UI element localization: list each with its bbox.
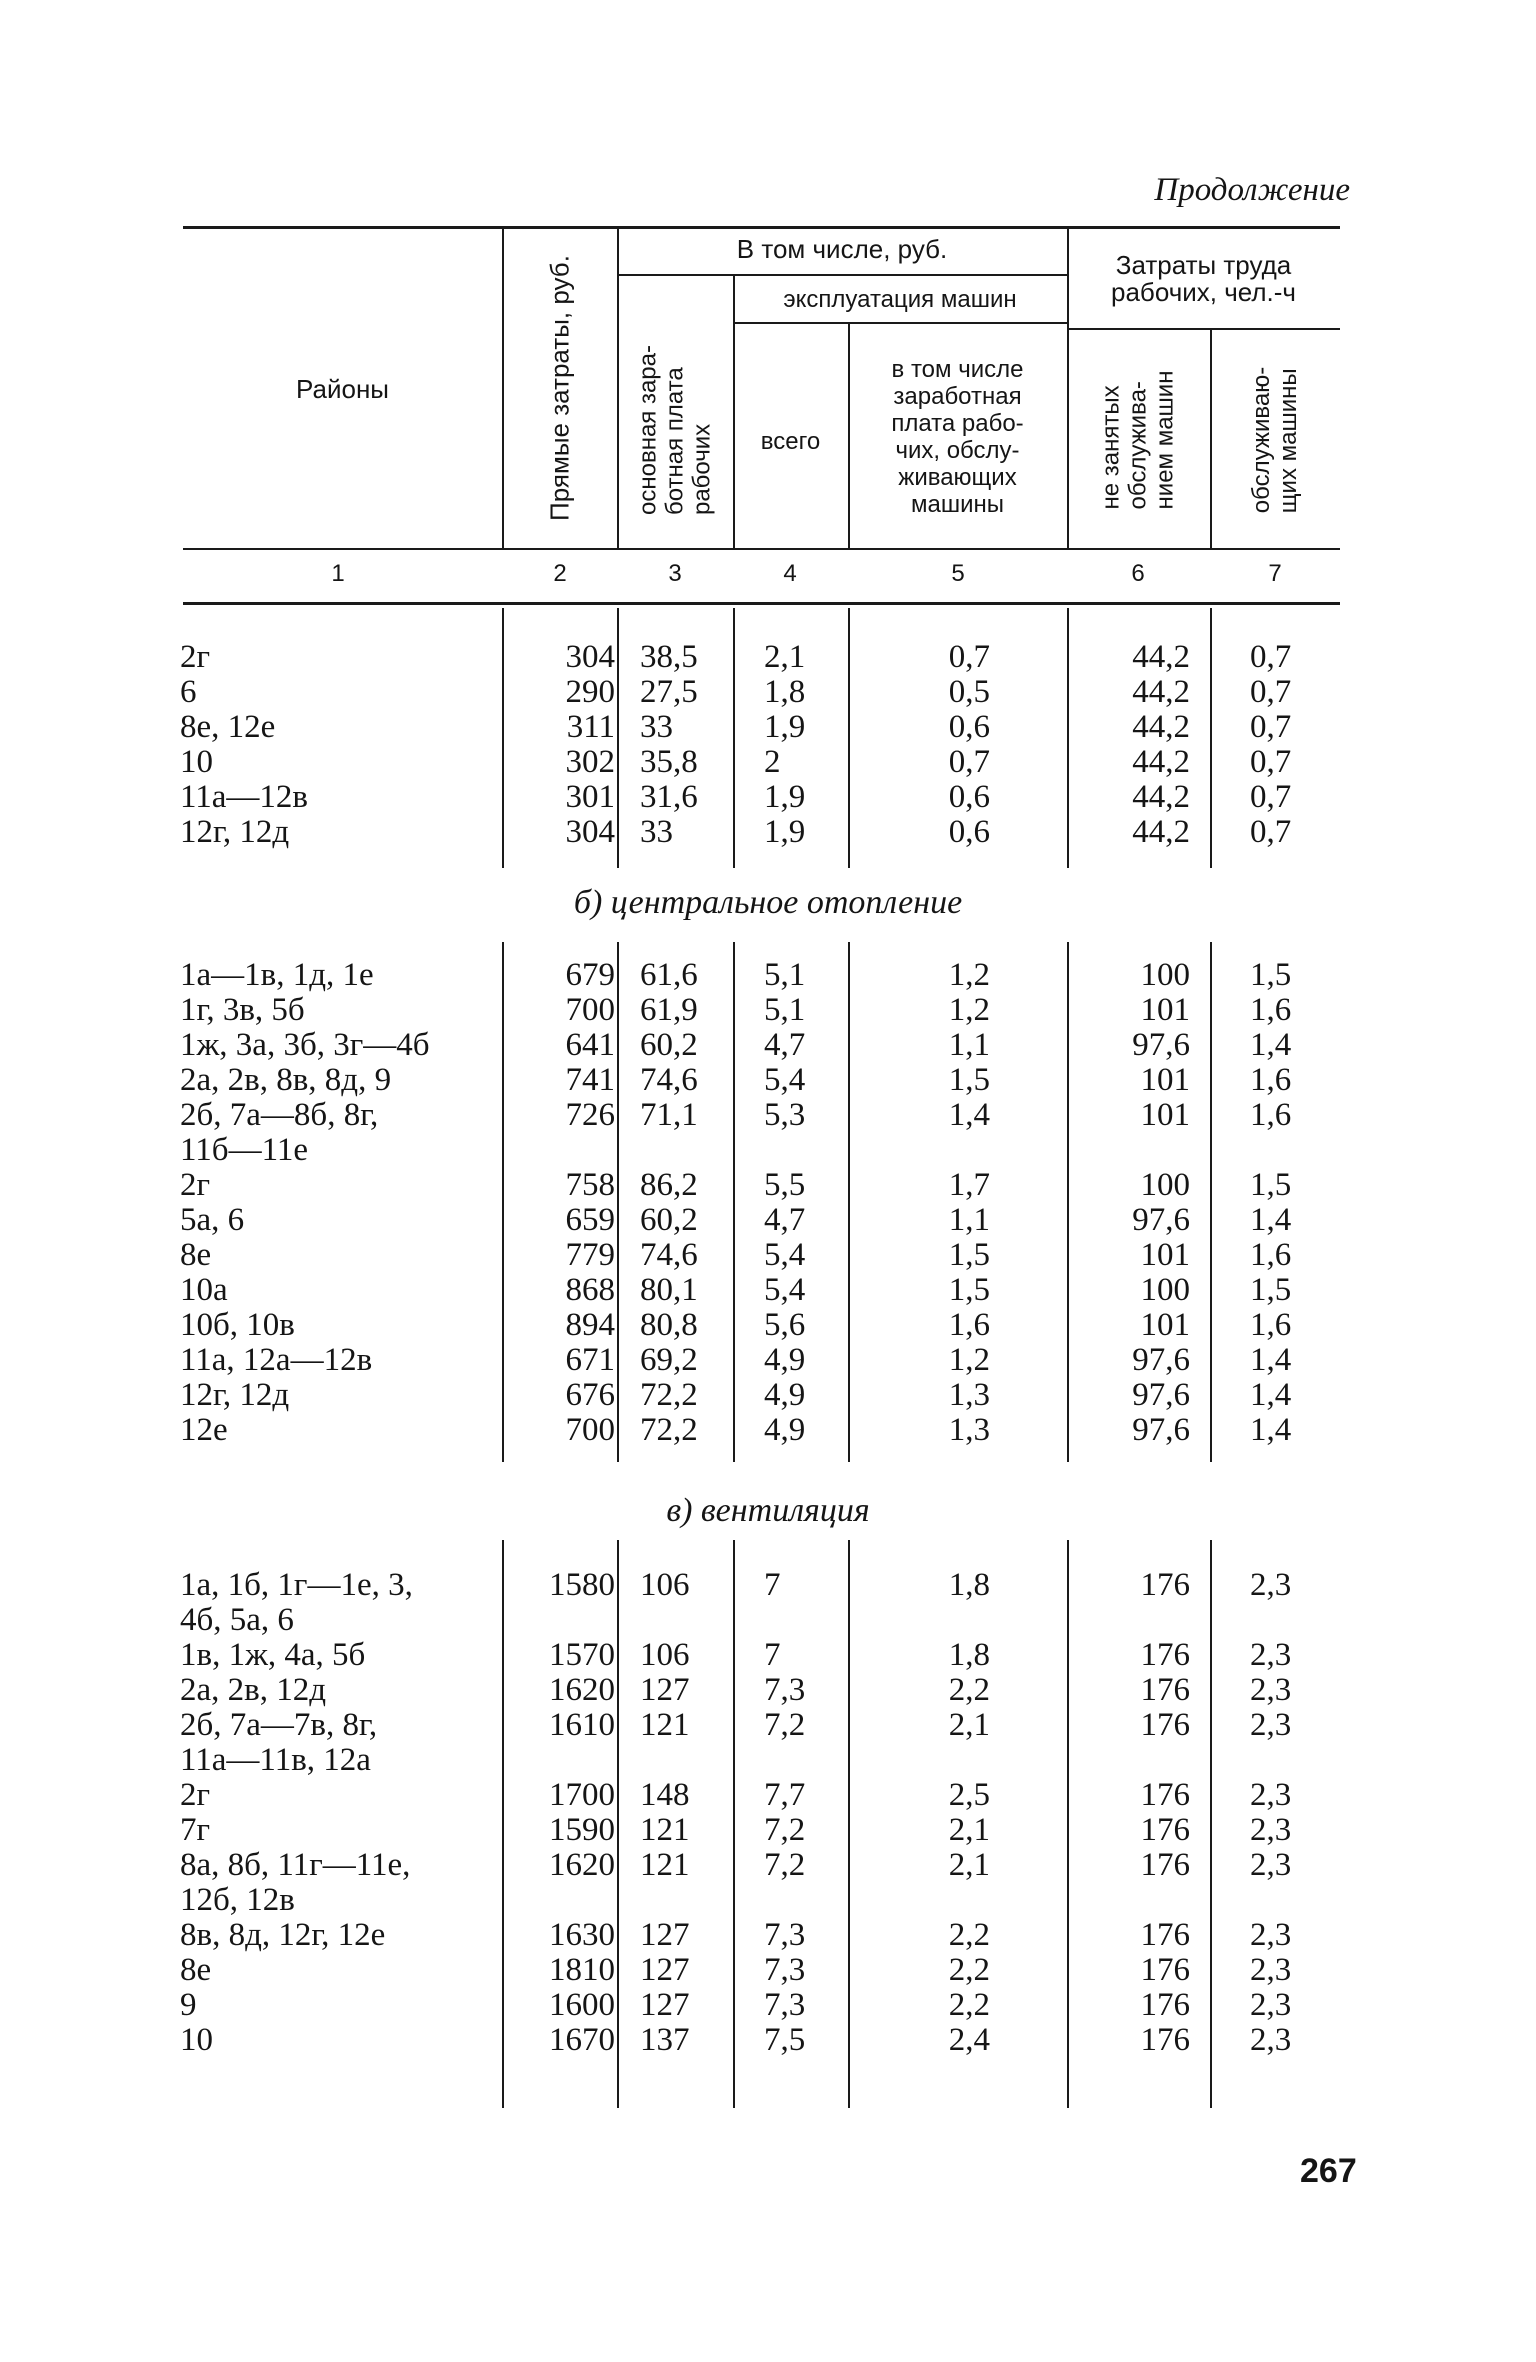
- cell-labor-not-servicing: 101: [1140, 1307, 1190, 1343]
- cell-district: 4б, 5а, 6: [180, 1602, 294, 1638]
- cell-machine-wages: 0,7: [948, 639, 990, 675]
- cell-machine-wages: 2,1: [948, 1847, 990, 1883]
- table-row: [0, 1918, 1536, 1953]
- cell-machines-total: 5,1: [764, 992, 806, 1028]
- cell-base-wages: 74,6: [640, 1237, 698, 1273]
- cell-labor-not-servicing: 44,2: [1132, 674, 1190, 710]
- cell-machine-wages: 1,1: [948, 1027, 990, 1063]
- cell-direct-costs: 1600: [549, 1987, 615, 2023]
- cell-direct-costs: 311: [566, 709, 615, 745]
- table-row: [0, 1708, 1536, 1743]
- cell-direct-costs: 671: [565, 1342, 615, 1378]
- cell-labor-servicing: 2,3: [1250, 1812, 1292, 1848]
- table-row: [0, 1308, 1536, 1343]
- cell-direct-costs: 1810: [549, 1952, 615, 1988]
- header-vrule-2: [617, 229, 619, 548]
- cell-machine-wages: 1,5: [948, 1237, 990, 1273]
- cell-machine-wages: 1,2: [948, 1342, 990, 1378]
- header-col1-districts: Районы: [296, 374, 389, 404]
- header-col2-direct-costs: Прямые затраты, руб.: [544, 255, 575, 521]
- cell-district: 6: [180, 674, 197, 710]
- table-row: [0, 958, 1536, 993]
- table-row: [0, 675, 1536, 710]
- cell-labor-not-servicing: 101: [1140, 992, 1190, 1028]
- cell-base-wages: 106: [640, 1637, 690, 1673]
- cell-machine-wages: 1,3: [948, 1377, 990, 1413]
- cell-machines-total: 2: [764, 744, 781, 780]
- header-vrule-6: [1210, 330, 1212, 548]
- cell-labor-not-servicing: 44,2: [1132, 744, 1190, 780]
- cell-machine-wages: 1,6: [948, 1307, 990, 1343]
- cell-base-wages: 121: [640, 1812, 690, 1848]
- cell-direct-costs: 1610: [549, 1707, 615, 1743]
- cell-direct-costs: 868: [565, 1272, 615, 1308]
- table-row: [0, 993, 1536, 1028]
- cell-direct-costs: 1700: [549, 1777, 615, 1813]
- table-row: [0, 1848, 1536, 1883]
- table-row: [0, 1638, 1536, 1673]
- cell-machines-total: 7,3: [764, 1672, 806, 1708]
- cell-direct-costs: 1570: [549, 1637, 615, 1673]
- cell-direct-costs: 700: [565, 992, 615, 1028]
- cell-labor-servicing: 0,7: [1250, 709, 1292, 745]
- cell-machines-total: 5,4: [764, 1272, 806, 1308]
- cell-direct-costs: 676: [565, 1377, 615, 1413]
- header-col4-total: всего: [760, 428, 821, 455]
- numbers-bottom-rule: [183, 602, 1340, 605]
- cell-labor-servicing: 1,5: [1250, 1167, 1292, 1203]
- table-row: [0, 1813, 1536, 1848]
- cell-labor-not-servicing: 100: [1140, 1167, 1190, 1203]
- cell-machine-wages: 2,5: [948, 1777, 990, 1813]
- table-row: [0, 1673, 1536, 1708]
- cell-base-wages: 33: [640, 814, 673, 850]
- cell-district: 12б, 12в: [180, 1882, 295, 1918]
- cell-labor-not-servicing: 44,2: [1132, 709, 1190, 745]
- table-row: [0, 1238, 1536, 1273]
- cell-direct-costs: 302: [565, 744, 615, 780]
- cell-direct-costs: 700: [565, 1412, 615, 1448]
- header-bottom-rule: [183, 548, 1340, 550]
- cell-machine-wages: 2,1: [948, 1812, 990, 1848]
- cell-direct-costs: 301: [565, 779, 615, 815]
- cell-base-wages: 61,6: [640, 957, 698, 993]
- cell-labor-not-servicing: 44,2: [1132, 779, 1190, 815]
- table-row: [0, 815, 1536, 850]
- cell-machines-total: 5,5: [764, 1167, 806, 1203]
- cell-labor-not-servicing: 101: [1140, 1062, 1190, 1098]
- cell-machines-total: 7,7: [764, 1777, 806, 1813]
- cell-labor-servicing: 2,3: [1250, 1777, 1292, 1813]
- cell-labor-servicing: 0,7: [1250, 674, 1292, 710]
- cell-base-wages: 86,2: [640, 1167, 698, 1203]
- cell-labor-not-servicing: 176: [1140, 1917, 1190, 1953]
- cell-district: 12г, 12д: [180, 1377, 290, 1413]
- table-row: [0, 640, 1536, 675]
- cell-labor-not-servicing: 176: [1140, 1812, 1190, 1848]
- header-group-labor: Затраты труда рабочих, чел.-ч: [1111, 250, 1296, 307]
- cell-direct-costs: 894: [565, 1307, 615, 1343]
- cell-machines-total: 4,9: [764, 1342, 806, 1378]
- cell-district: 2а, 2в, 8в, 8д, 9: [180, 1062, 392, 1098]
- cell-base-wages: 38,5: [640, 639, 698, 675]
- cell-direct-costs: 290: [565, 674, 615, 710]
- cell-labor-not-servicing: 176: [1140, 1847, 1190, 1883]
- col-number-2: 2: [553, 560, 567, 587]
- cell-labor-not-servicing: 44,2: [1132, 814, 1190, 850]
- cell-district: 1г, 3в, 5б: [180, 992, 305, 1028]
- cell-machines-total: 4,7: [764, 1027, 806, 1063]
- cell-machine-wages: 0,5: [948, 674, 990, 710]
- cell-machines-total: 7,2: [764, 1707, 806, 1743]
- cell-machines-total: 7,3: [764, 1917, 806, 1953]
- cell-labor-servicing: 1,6: [1250, 1307, 1292, 1343]
- table-row: [0, 1953, 1536, 1988]
- cell-machines-total: 7: [764, 1567, 781, 1603]
- cell-district: 10б, 10в: [180, 1307, 295, 1343]
- cell-district: 2а, 2в, 12д: [180, 1672, 327, 1708]
- cell-district: 8е: [180, 1237, 212, 1273]
- table-row: [0, 745, 1536, 780]
- cell-machine-wages: 1,1: [948, 1202, 990, 1238]
- cell-machines-total: 7,2: [764, 1847, 806, 1883]
- header-col6-not-servicing: не занятых обслужива- нием машин: [1097, 370, 1179, 510]
- cell-machine-wages: 0,6: [948, 709, 990, 745]
- cell-district: 2г: [180, 639, 211, 675]
- table-row: [0, 1028, 1536, 1063]
- cell-district: 1ж, 3а, 3б, 3г—4б: [180, 1027, 430, 1063]
- cell-base-wages: 148: [640, 1777, 690, 1813]
- cell-machines-total: 4,9: [764, 1377, 806, 1413]
- cell-labor-servicing: 2,3: [1250, 1567, 1292, 1603]
- cell-machines-total: 7,3: [764, 1952, 806, 1988]
- table-row: [0, 1743, 1536, 1778]
- cell-labor-not-servicing: 97,6: [1132, 1342, 1190, 1378]
- cell-labor-servicing: 0,7: [1250, 744, 1292, 780]
- cell-labor-servicing: 1,6: [1250, 1097, 1292, 1133]
- cell-machine-wages: 1,2: [948, 957, 990, 993]
- cell-labor-servicing: 1,6: [1250, 1062, 1292, 1098]
- col-number-1: 1: [331, 560, 345, 587]
- cell-labor-not-servicing: 176: [1140, 1567, 1190, 1603]
- cell-machines-total: 5,4: [764, 1062, 806, 1098]
- cell-district: 2г: [180, 1777, 211, 1813]
- cell-machines-total: 5,1: [764, 957, 806, 993]
- cell-machine-wages: 1,2: [948, 992, 990, 1028]
- cell-district: 11а, 12а—12в: [180, 1342, 373, 1378]
- cell-direct-costs: 1620: [549, 1847, 615, 1883]
- col-number-3: 3: [668, 560, 682, 587]
- cell-base-wages: 72,2: [640, 1377, 698, 1413]
- cell-labor-servicing: 1,6: [1250, 1237, 1292, 1273]
- cell-labor-servicing: 2,3: [1250, 2022, 1292, 2058]
- cell-labor-not-servicing: 100: [1140, 1272, 1190, 1308]
- cell-base-wages: 60,2: [640, 1027, 698, 1063]
- cell-labor-servicing: 1,5: [1250, 1272, 1292, 1308]
- cell-labor-servicing: 2,3: [1250, 1637, 1292, 1673]
- col-number-7: 7: [1268, 560, 1282, 587]
- cell-direct-costs: 758: [565, 1167, 615, 1203]
- cell-labor-not-servicing: 176: [1140, 1777, 1190, 1813]
- cell-district: 10а: [180, 1272, 228, 1308]
- cell-district: 10: [180, 744, 213, 780]
- table-row: [0, 1133, 1536, 1168]
- cell-base-wages: 127: [640, 1952, 690, 1988]
- col-number-6: 6: [1131, 560, 1145, 587]
- col-number-5: 5: [951, 560, 965, 587]
- table-row: [0, 780, 1536, 815]
- cell-machine-wages: 1,3: [948, 1412, 990, 1448]
- cell-direct-costs: 1620: [549, 1672, 615, 1708]
- cell-machine-wages: 1,8: [948, 1637, 990, 1673]
- cell-labor-not-servicing: 176: [1140, 1987, 1190, 2023]
- table-row: [0, 1603, 1536, 1638]
- cell-machines-total: 7,5: [764, 2022, 806, 2058]
- continuation-label: Продолжение: [1154, 172, 1350, 208]
- cell-district: 2б, 7а—8б, 8г,: [180, 1097, 379, 1133]
- cell-labor-not-servicing: 100: [1140, 957, 1190, 993]
- cell-labor-not-servicing: 97,6: [1132, 1377, 1190, 1413]
- cell-machine-wages: 0,6: [948, 814, 990, 850]
- cell-base-wages: 74,6: [640, 1062, 698, 1098]
- table-row: [0, 1098, 1536, 1133]
- cell-labor-servicing: 1,4: [1250, 1342, 1292, 1378]
- cell-labor-servicing: 2,3: [1250, 1952, 1292, 1988]
- cell-district: 8в, 8д, 12г, 12е: [180, 1917, 386, 1953]
- cell-district: 10: [180, 2022, 213, 2058]
- cell-labor-servicing: 2,3: [1250, 1672, 1292, 1708]
- cell-direct-costs: 659: [565, 1202, 615, 1238]
- header-top-rule: [183, 226, 1340, 229]
- cell-machine-wages: 2,2: [948, 1672, 990, 1708]
- cell-machines-total: 1,9: [764, 779, 806, 815]
- page-number: 267: [1300, 2152, 1357, 2190]
- cell-labor-not-servicing: 97,6: [1132, 1027, 1190, 1063]
- cell-labor-not-servicing: 97,6: [1132, 1412, 1190, 1448]
- cell-labor-servicing: 1,5: [1250, 957, 1292, 993]
- table-row: [0, 710, 1536, 745]
- cell-machines-total: 7,2: [764, 1812, 806, 1848]
- cell-base-wages: 137: [640, 2022, 690, 2058]
- table-row: [0, 1168, 1536, 1203]
- group-rule-in-total: [617, 274, 1067, 276]
- cell-labor-not-servicing: 176: [1140, 1672, 1190, 1708]
- cell-machines-total: 2,1: [764, 639, 806, 675]
- cell-machines-total: 1,9: [764, 814, 806, 850]
- cell-labor-not-servicing: 176: [1140, 1707, 1190, 1743]
- cell-base-wages: 69,2: [640, 1342, 698, 1378]
- cell-base-wages: 71,1: [640, 1097, 698, 1133]
- cell-labor-servicing: 2,3: [1250, 1987, 1292, 2023]
- header-vrule-1: [502, 229, 504, 548]
- cell-labor-not-servicing: 97,6: [1132, 1202, 1190, 1238]
- group-rule-labor: [1067, 328, 1340, 330]
- section-title-central-heating: б) центральное отопление: [573, 884, 963, 921]
- table-row: [0, 1778, 1536, 1813]
- cell-labor-servicing: 1,6: [1250, 992, 1292, 1028]
- table-row: [0, 1568, 1536, 1603]
- cell-district: 8е, 12е: [180, 709, 276, 745]
- cell-base-wages: 127: [640, 1917, 690, 1953]
- table-row: [0, 1273, 1536, 1308]
- cell-labor-not-servicing: 101: [1140, 1237, 1190, 1273]
- cell-direct-costs: 741: [565, 1062, 615, 1098]
- cell-machine-wages: 2,2: [948, 1952, 990, 1988]
- cell-machines-total: 7: [764, 1637, 781, 1673]
- header-col3-base-wages: основная зара- ботная плата рабочих: [634, 344, 716, 516]
- cell-machines-total: 4,7: [764, 1202, 806, 1238]
- cell-district: 2б, 7а—7в, 8г,: [180, 1707, 378, 1743]
- cell-direct-costs: 641: [565, 1027, 615, 1063]
- col-number-4: 4: [783, 560, 797, 587]
- header-group-in-total: В том числе, руб.: [736, 234, 948, 264]
- cell-direct-costs: 679: [565, 957, 615, 993]
- section-title-ventilation: в) вентиляция: [666, 1492, 870, 1529]
- cell-base-wages: 35,8: [640, 744, 698, 780]
- cell-labor-not-servicing: 44,2: [1132, 639, 1190, 675]
- cell-district: 12г, 12д: [180, 814, 290, 850]
- cell-machine-wages: 1,7: [948, 1167, 990, 1203]
- cell-machine-wages: 0,7: [948, 744, 990, 780]
- cell-labor-servicing: 0,7: [1250, 639, 1292, 675]
- cell-labor-not-servicing: 176: [1140, 1637, 1190, 1673]
- header-vrule-3: [733, 276, 735, 548]
- cell-district: 7г: [180, 1812, 211, 1848]
- cell-labor-servicing: 2,3: [1250, 1847, 1292, 1883]
- cell-machines-total: 1,9: [764, 709, 806, 745]
- cell-base-wages: 80,8: [640, 1307, 698, 1343]
- table-row: [0, 1063, 1536, 1098]
- cell-base-wages: 121: [640, 1707, 690, 1743]
- header-col7-servicing: обслуживаю- щих машины: [1248, 366, 1302, 514]
- cell-machine-wages: 2,1: [948, 1707, 990, 1743]
- cell-base-wages: 121: [640, 1847, 690, 1883]
- cell-base-wages: 80,1: [640, 1272, 698, 1308]
- cell-base-wages: 61,9: [640, 992, 698, 1028]
- cell-machines-total: 5,6: [764, 1307, 806, 1343]
- cell-direct-costs: 304: [565, 814, 615, 850]
- cell-district: 9: [180, 1987, 197, 2023]
- table-row: [0, 2023, 1536, 2058]
- cell-labor-servicing: 1,4: [1250, 1412, 1292, 1448]
- cell-labor-servicing: 2,3: [1250, 1707, 1292, 1743]
- cell-district: 8е: [180, 1952, 212, 1988]
- cell-district: 1а, 1б, 1г—1е, 3,: [180, 1567, 413, 1603]
- cell-direct-costs: 1580: [549, 1567, 615, 1603]
- cell-labor-servicing: 2,3: [1250, 1917, 1292, 1953]
- cell-machine-wages: 1,5: [948, 1062, 990, 1098]
- cell-district: 11а—11в, 12а: [180, 1742, 371, 1778]
- table-row: [0, 1413, 1536, 1448]
- cell-direct-costs: 726: [565, 1097, 615, 1133]
- cell-labor-servicing: 1,4: [1250, 1377, 1292, 1413]
- cell-base-wages: 127: [640, 1672, 690, 1708]
- cell-machine-wages: 2,4: [948, 2022, 990, 2058]
- cell-district: 11а—12в: [180, 779, 309, 815]
- cell-direct-costs: 1670: [549, 2022, 615, 2058]
- cell-district: 1а—1в, 1д, 1е: [180, 957, 374, 993]
- cell-machine-wages: 2,2: [948, 1917, 990, 1953]
- cell-district: 1в, 1ж, 4а, 5б: [180, 1637, 366, 1673]
- cell-district: 11б—11е: [180, 1132, 308, 1168]
- cell-district: 5а, 6: [180, 1202, 245, 1238]
- header-col5-machine-wages: в том числе заработная плата рабо- чих, обслу- живающих машины: [891, 356, 1024, 518]
- cell-machine-wages: 1,5: [948, 1272, 990, 1308]
- cell-machines-total: 1,8: [764, 674, 806, 710]
- header-group-machines: эксплуатация машин: [783, 286, 1017, 313]
- cell-district: 8а, 8б, 11г—11е,: [180, 1847, 411, 1883]
- cell-labor-servicing: 1,4: [1250, 1027, 1292, 1063]
- cell-base-wages: 27,5: [640, 674, 698, 710]
- table-row: [0, 1378, 1536, 1413]
- cell-machine-wages: 0,6: [948, 779, 990, 815]
- cell-labor-servicing: 0,7: [1250, 814, 1292, 850]
- cell-direct-costs: 304: [565, 639, 615, 675]
- cell-machines-total: 5,3: [764, 1097, 806, 1133]
- cell-base-wages: 127: [640, 1987, 690, 2023]
- cell-base-wages: 31,6: [640, 779, 698, 815]
- cell-labor-not-servicing: 101: [1140, 1097, 1190, 1133]
- cell-machines-total: 4,9: [764, 1412, 806, 1448]
- cell-machine-wages: 1,4: [948, 1097, 990, 1133]
- cell-base-wages: 72,2: [640, 1412, 698, 1448]
- cell-labor-not-servicing: 176: [1140, 2022, 1190, 2058]
- cell-base-wages: 33: [640, 709, 673, 745]
- table-row: [0, 1343, 1536, 1378]
- cell-direct-costs: 1630: [549, 1917, 615, 1953]
- cell-base-wages: 60,2: [640, 1202, 698, 1238]
- table-row: [0, 1883, 1536, 1918]
- table-row: [0, 1203, 1536, 1238]
- cell-direct-costs: 779: [565, 1237, 615, 1273]
- cell-base-wages: 106: [640, 1567, 690, 1603]
- cell-district: 2г: [180, 1167, 211, 1203]
- cell-labor-not-servicing: 176: [1140, 1952, 1190, 1988]
- table-row: [0, 1988, 1536, 2023]
- group-rule-machines: [733, 322, 1067, 324]
- cell-direct-costs: 1590: [549, 1812, 615, 1848]
- cell-machine-wages: 2,2: [948, 1987, 990, 2023]
- cell-labor-servicing: 0,7: [1250, 779, 1292, 815]
- cell-machines-total: 7,3: [764, 1987, 806, 2023]
- cell-machines-total: 5,4: [764, 1237, 806, 1273]
- cell-machine-wages: 1,8: [948, 1567, 990, 1603]
- cell-labor-servicing: 1,4: [1250, 1202, 1292, 1238]
- cell-district: 12е: [180, 1412, 228, 1448]
